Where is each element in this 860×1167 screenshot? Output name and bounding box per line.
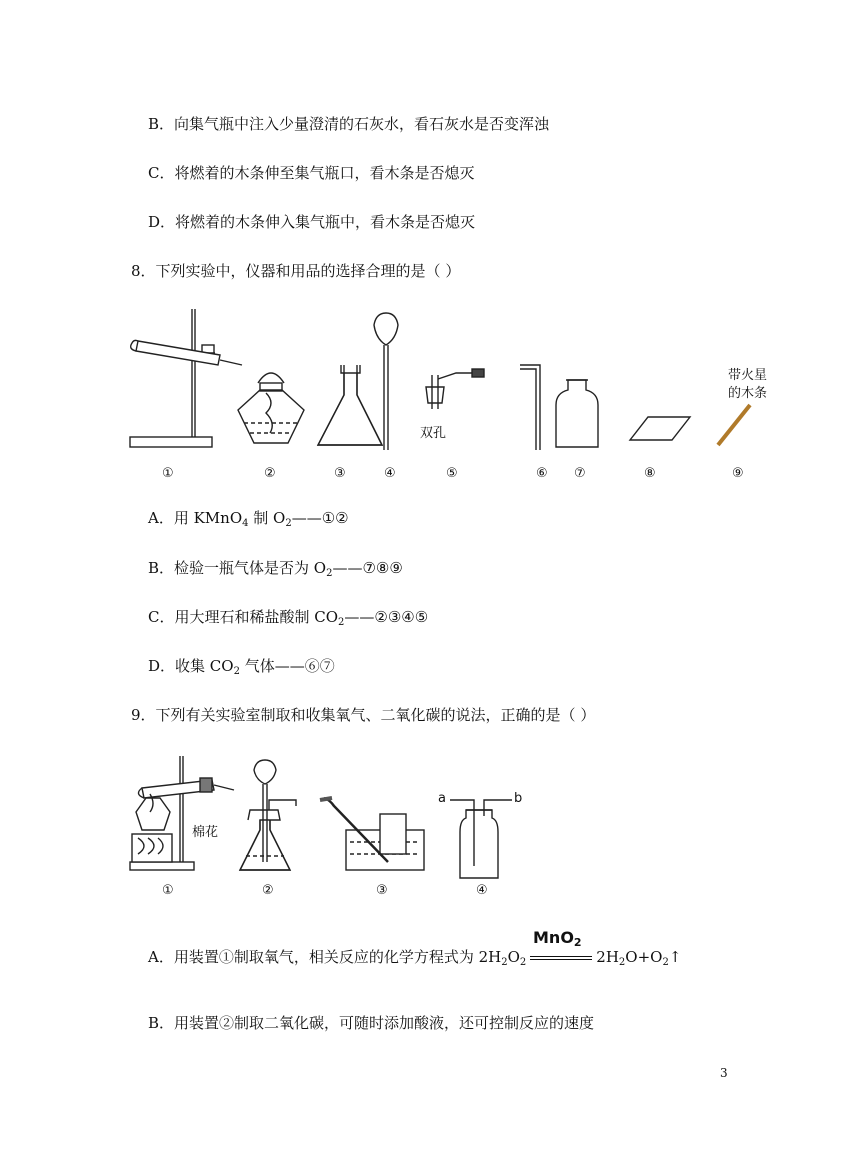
- bent-tube-icon: [520, 365, 540, 450]
- port-a-label: a: [438, 791, 446, 806]
- apparatus-label-2: ②: [264, 466, 276, 481]
- q8-option-a: A．用 KMnO$_4$ 制 $O_2——①②$: [148, 509, 349, 529]
- device-label-1: ①: [162, 883, 174, 898]
- apparatus-label-7: ⑦: [574, 466, 586, 481]
- q9-option-a: A．用装置①制取氧气，相关反应的化学方程式为 $2H_2O_2$ $2H_2O+O_2↑$: [148, 948, 682, 968]
- splint-label-line1: 带火星: [728, 368, 768, 383]
- heating-apparatus-icon: [130, 756, 234, 870]
- q7-option-b: B．向集气瓶中注入少量澄清的石灰水，看石灰水是否变浑浊: [148, 115, 550, 133]
- apparatus-label-3: ③: [334, 466, 346, 481]
- apparatus-label-8: ⑧: [644, 466, 656, 481]
- q9-apparatus-figure: [120, 750, 540, 900]
- water-trough-icon: [320, 798, 424, 870]
- q7-option-d: D．将燃着的木条伸入集气瓶中，看木条是否熄灭: [148, 213, 476, 231]
- apparatus-label-4: ④: [384, 466, 396, 481]
- device-label-3: ③: [376, 883, 388, 898]
- device-label-4: ④: [476, 883, 488, 898]
- reaction-condition-bar: [526, 948, 596, 968]
- iron-stand-test-tube-icon: [130, 309, 242, 447]
- device-label-2: ②: [262, 883, 274, 898]
- apparatus-label-5: ⑤: [446, 466, 458, 481]
- gas-washing-bottle-icon: [450, 800, 512, 878]
- q9-stem: 9．下列有关实验室制取和收集氧气、二氧化碳的说法，正确的是（ ）: [131, 706, 596, 724]
- long-funnel-icon: [374, 313, 398, 450]
- conical-flask-icon: [318, 365, 382, 445]
- port-b-label: b: [514, 791, 523, 806]
- two-hole-stopper-icon: [426, 369, 484, 409]
- q8-stem: 8．下列实验中，仪器和用品的选择合理的是（ ）: [131, 262, 461, 280]
- stopper-label: 双孔: [420, 426, 447, 441]
- q9-option-b: B．用装置②制取二氧化碳，可随时添加酸液，还可控制反应的速度: [148, 1014, 595, 1032]
- q8-option-b: B．检验一瓶气体是否为 $O_2——⑦⑧⑨$: [148, 559, 403, 579]
- page-number: 3: [720, 1066, 728, 1080]
- apparatus-label-9: ⑨: [732, 466, 744, 481]
- glass-plate-icon: [630, 417, 690, 440]
- catalyst-label: MnO2: [533, 928, 582, 949]
- apparatus-label-1: ①: [162, 466, 174, 481]
- splint-label-line2: 的木条: [728, 386, 768, 401]
- alcohol-lamp-icon: [238, 373, 304, 443]
- q8-option-c: C．用大理石和稀盐酸制 $CO_2——②③④⑤$: [148, 608, 429, 628]
- flask-with-funnel-icon: [240, 760, 296, 870]
- cotton-label: 棉花: [192, 825, 219, 840]
- gas-jar-icon: [556, 380, 598, 447]
- q8-option-d: D．收集 $CO_2$ 气体——⑥⑦: [148, 657, 335, 677]
- q7-option-c: C．将燃着的木条伸至集气瓶口，看木条是否熄灭: [148, 164, 475, 182]
- q8-apparatus-figure: [120, 305, 800, 485]
- glowing-splint-icon: [718, 405, 750, 445]
- apparatus-label-6: ⑥: [536, 466, 548, 481]
